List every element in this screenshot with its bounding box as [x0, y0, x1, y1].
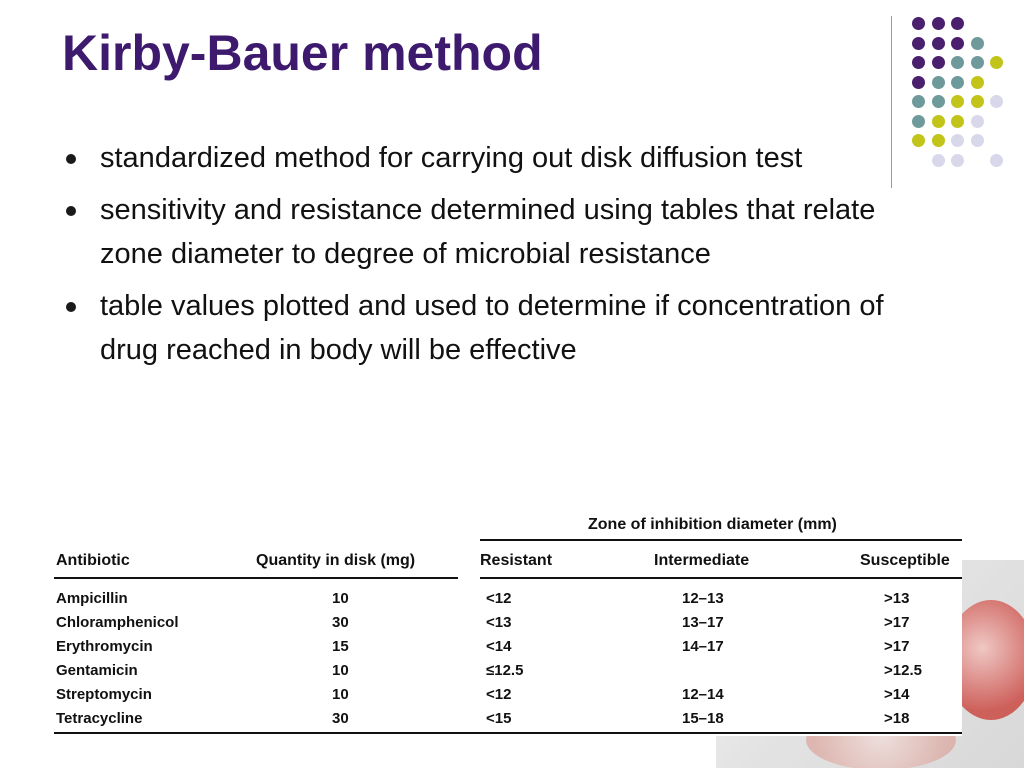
decor-dot: [932, 17, 945, 30]
table-cell: ≤12.5: [486, 662, 524, 679]
table-cell: <14: [486, 638, 512, 655]
decor-dot: [951, 134, 964, 147]
bullet-item: [62, 284, 942, 372]
table-cell: >12.5: [884, 662, 922, 679]
table-cell: 13–17: [682, 614, 724, 631]
decor-dot: [951, 17, 964, 30]
decor-dot: [971, 134, 984, 147]
table-cell: >14: [884, 686, 910, 703]
col-header-intermediate: Intermediate: [654, 552, 750, 569]
table-cell: >17: [884, 614, 910, 631]
table-cell: <12: [486, 590, 512, 607]
decor-dot: [912, 76, 925, 89]
decor-dot: [951, 37, 964, 50]
table-rule: [480, 539, 962, 541]
decor-dot: [990, 95, 1003, 108]
table-rule: [54, 732, 962, 734]
decor-dot: [990, 154, 1003, 167]
table-cell: 30: [332, 710, 349, 727]
decor-dot: [912, 56, 925, 69]
col-header-resistant: Resistant: [480, 552, 553, 569]
decor-dot: [971, 95, 984, 108]
bullet-icon: [66, 206, 76, 216]
col-header-susceptible: Susceptible: [860, 552, 950, 569]
table-cell: Ampicillin: [56, 590, 128, 607]
table-rule: [54, 577, 458, 579]
col-header-quantity: Quantity in disk (mg): [256, 552, 416, 569]
decor-dot: [971, 76, 984, 89]
bullet-icon: [66, 154, 76, 164]
bullet-text: standardized method for carrying out disk diffusion test: [100, 142, 803, 174]
table-cell: Chloramphenicol: [56, 614, 179, 631]
decor-dot: [932, 37, 945, 50]
table-cell: 12–14: [682, 686, 724, 703]
decor-dot: [912, 95, 925, 108]
table-cell: Erythromycin: [56, 638, 153, 655]
table-cell: 30: [332, 614, 349, 631]
table-cell: 15–18: [682, 710, 724, 727]
decor-dot: [971, 115, 984, 128]
table-cell: 12–13: [682, 590, 724, 607]
col-header-antibiotic: Antibiotic: [56, 552, 130, 569]
table-rule: [480, 577, 962, 579]
table-cell: <15: [486, 710, 512, 727]
table-cell: >17: [884, 638, 910, 655]
table-cell: Tetracycline: [56, 710, 143, 727]
decor-dot: [932, 115, 945, 128]
decor-dot: [971, 56, 984, 69]
table-cell: 10: [332, 590, 349, 607]
bullet-item: [62, 188, 942, 276]
bullet-text: sensitivity and resistance determined using tables that relate zone diameter to degree of microbial resistance: [100, 194, 876, 270]
decor-dot: [932, 76, 945, 89]
table-cell: Gentamicin: [56, 662, 138, 679]
zone-diameter-table: [54, 508, 962, 736]
bullet-text: table values plotted and used to determine if concentration of drug reached in body will be effective: [100, 290, 884, 366]
decor-dot: [951, 154, 964, 167]
decor-dot: [951, 95, 964, 108]
table-cell: <12: [486, 686, 512, 703]
decor-dot: [912, 17, 925, 30]
table-cell: 15: [332, 638, 349, 655]
table-cell: 10: [332, 686, 349, 703]
decor-dot: [951, 76, 964, 89]
decor-dot: [971, 37, 984, 50]
bullet-list: [62, 136, 942, 380]
bullet-icon: [66, 302, 76, 312]
table-cell: Streptomycin: [56, 686, 152, 703]
table-cell: >18: [884, 710, 910, 727]
table-cell: <13: [486, 614, 512, 631]
decor-dot: [912, 37, 925, 50]
table-group-header: Zone of inhibition diameter (mm): [588, 516, 837, 533]
table-cell: 10: [332, 662, 349, 679]
decor-dot: [932, 56, 945, 69]
decor-dot: [951, 115, 964, 128]
table-cell: 14–17: [682, 638, 724, 655]
decor-dot: [990, 56, 1003, 69]
table-cell: >13: [884, 590, 910, 607]
slide-title: Kirby-Bauer method: [62, 25, 543, 81]
decor-dot: [912, 115, 925, 128]
bullet-item: [62, 136, 942, 180]
decor-dot: [951, 56, 964, 69]
decor-dot: [932, 95, 945, 108]
